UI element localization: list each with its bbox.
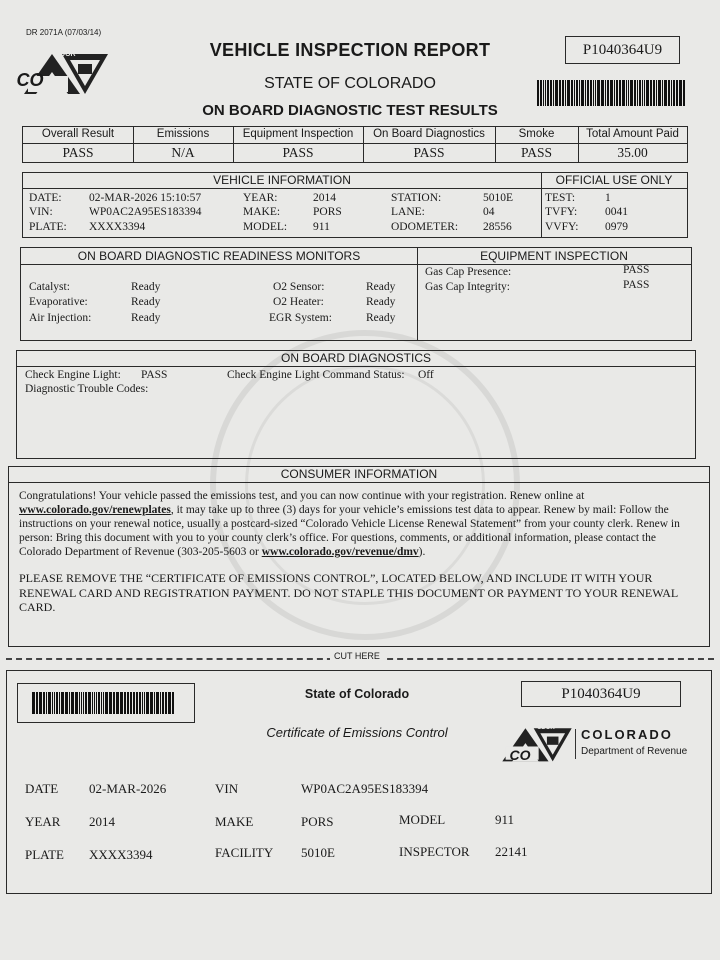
barcode-bar (662, 80, 663, 106)
barcode-bar (59, 692, 60, 714)
barcode-bar (579, 80, 580, 106)
cert-make-label: MAKE (215, 814, 254, 829)
barcode-bar (48, 692, 51, 714)
report-number: P1040364U9 (582, 42, 663, 58)
barcode-bar (101, 692, 102, 714)
monitor-label-catalyst: Catalyst: (29, 281, 70, 293)
barcode-bar (165, 692, 167, 714)
monitor-label-evaporative: Evaporative: (29, 296, 88, 308)
state-title: STATE OF COLORADO (264, 75, 436, 92)
barcode-bar (673, 80, 675, 106)
cert-model-value: 911 (495, 812, 515, 827)
vehicle-info-header: VEHICLE INFORMATION (23, 173, 542, 189)
cert-model-label: MODEL (399, 812, 446, 827)
barcode-bar (162, 692, 164, 714)
certificate-barcode-box (17, 683, 195, 723)
certificate-barcode (32, 692, 175, 714)
remove-certificate-notice: PLEASE REMOVE THE “CERTIFICATE OF EMISSIONS CONTROL”, LOCATED BELOW, AND INCLUDE IT WITH YOUR RENEWAL CARD AND REGISTRATION PAYMENT. DO NOT STAPLE THIS DOCUMENT OR PAYMENT TO YOUR RENEWAL CARD. (19, 571, 678, 614)
barcode-bar (46, 692, 47, 714)
report-subtitle: ON BOARD DIAGNOSTIC TEST RESULTS (202, 102, 498, 119)
barcode-bar (130, 692, 132, 714)
cert-date-value: 02-MAR-2026 (89, 781, 167, 796)
gas-cap-presence-label: Gas Cap Presence: (425, 266, 512, 278)
barcode-bar (543, 80, 544, 106)
barcode-bar (639, 80, 641, 106)
barcode-bar (154, 692, 155, 714)
barcode-bar (540, 80, 542, 106)
date-value: 02-MAR-2026 15:10:57 (89, 192, 202, 204)
plate-value: XXXX3394 (89, 221, 146, 233)
monitor-value-air-injection: Ready (131, 312, 161, 324)
revenue-dmv-link[interactable]: www.colorado.gov/revenue/dmv (261, 546, 419, 558)
report-barcode (537, 80, 686, 106)
cert-vin-value: WP0AC2A95ES183394 (301, 781, 429, 796)
certificate-number: P1040364U9 (561, 686, 641, 702)
barcode-bar (39, 692, 42, 714)
barcode-bar (671, 80, 672, 106)
barcode-bar (574, 80, 575, 106)
barcode-bar (56, 692, 58, 714)
date-label: DATE: (29, 192, 62, 204)
form-id: DR 2071A (07/03/14) (26, 28, 102, 37)
monitor-label-o2-heater: O2 Heater: (273, 296, 324, 308)
barcode-bar (124, 692, 126, 714)
on-board-diagnostics-header: On Board Diagnostics (373, 128, 485, 140)
logo-co-text: CO (16, 70, 44, 90)
barcode-bar (605, 80, 606, 106)
consumer-text-1: Congratulations! Your vehicle passed the emissions test, and you can now continue with your registration. Renew online at (19, 490, 585, 502)
barcode-bar (628, 80, 629, 106)
barcode-bar (676, 80, 678, 106)
barcode-bar (150, 692, 153, 714)
barcode-bar (637, 80, 638, 106)
barcode-bar (622, 80, 625, 106)
barcode-bar (590, 80, 592, 106)
station-value: 5010E (483, 192, 514, 204)
overall-result-value: PASS (62, 145, 94, 160)
cert-plate-label: PLATE (25, 847, 64, 862)
cel-label: Check Engine Light: (25, 369, 121, 381)
report-title: VEHICLE INSPECTION REPORT (209, 40, 491, 60)
dtc-label: Diagnostic Trouble Codes: (25, 383, 149, 395)
barcode-bar (36, 692, 38, 714)
barcode-bar (172, 692, 174, 714)
cert-make-value: PORS (301, 814, 334, 829)
vvfy-label: VVFY: (545, 221, 579, 233)
cel-command-label: Check Engine Light Command Status: (227, 369, 405, 381)
certificate-state: State of Colorado (304, 687, 410, 701)
barcode-bar (54, 692, 55, 714)
barcode-bar (136, 692, 138, 714)
test-label: TEST: (545, 192, 576, 204)
tvfy-value: 0041 (605, 206, 628, 218)
barcode-bar (127, 692, 129, 714)
barcode-bar (32, 692, 35, 714)
barcode-bar (553, 80, 554, 106)
barcode-bar (81, 692, 82, 714)
monitors-section (20, 247, 692, 341)
station-label: STATION: (391, 192, 442, 204)
cert-facility-label: FACILITY (215, 845, 274, 860)
barcode-bar (120, 692, 123, 714)
monitor-value-o2-heater: Ready (366, 296, 396, 308)
barcode-bar (614, 80, 615, 106)
barcode-bar (43, 692, 45, 714)
equipment-header: EQUIPMENT INSPECTION (417, 248, 691, 265)
official-use-header: OFFICIAL USE ONLY (541, 173, 687, 189)
gas-cap-presence-value: PASS (623, 264, 650, 276)
emissions-header: Emissions (156, 128, 210, 140)
barcode-bar (644, 80, 645, 106)
consumer-text-3: ). (418, 546, 426, 558)
barcode-bar (113, 692, 115, 714)
obd-section (16, 350, 696, 459)
barcode-bar (619, 80, 621, 106)
barcode-bar (52, 692, 53, 714)
emissions-certificate (6, 670, 712, 894)
barcode-bar (83, 692, 84, 714)
cert-inspector-label: INSPECTOR (399, 844, 470, 859)
barcode-bar (610, 80, 613, 106)
vin-value: WP0AC2A95ES183394 (89, 206, 202, 218)
barcode-bar (71, 692, 74, 714)
total-amount-paid-header: Total Amount Paid (586, 128, 679, 140)
cert-year-label: YEAR (25, 814, 61, 829)
cert-inspector-value: 22141 (495, 844, 528, 859)
barcode-bar (683, 80, 685, 106)
monitor-value-evaporative: Ready (131, 296, 161, 308)
barcode-bar (547, 80, 549, 106)
barcode-bar (85, 692, 87, 714)
barcode-bar (576, 80, 578, 106)
total-amount-paid-value: 35.00 (617, 145, 648, 160)
cert-date-label: DATE (25, 781, 59, 796)
barcode-bar (679, 80, 682, 106)
barcode-bar (142, 692, 143, 714)
barcode-bar (69, 692, 70, 714)
smoke-header: Smoke (518, 128, 555, 140)
barcode-bar (642, 80, 643, 106)
equipment-inspection-header: Equipment Inspection (242, 128, 354, 140)
vin-label: VIN: (29, 206, 53, 218)
barcode-bar (585, 80, 586, 106)
overall-result-header: Overall Result (41, 128, 115, 140)
barcode-bar (168, 692, 171, 714)
certificate-title: Certificate of Emissions Control (266, 725, 448, 740)
vehicle-info-section (22, 172, 688, 238)
renewplates-link[interactable]: www.colorado.gov/renewplates (19, 504, 171, 516)
model-label: MODEL: (243, 221, 288, 233)
barcode-bar (571, 80, 573, 106)
model-value: 911 (313, 221, 330, 233)
tvfy-label: TVFY: (545, 206, 578, 218)
year-value: 2014 (313, 192, 336, 204)
barcode-bar (653, 80, 655, 106)
barcode-bar (160, 692, 161, 714)
odometer-label: ODOMETER: (391, 221, 459, 233)
barcode-bar (658, 80, 661, 106)
barcode-bar (607, 80, 609, 106)
lane-value: 04 (483, 206, 495, 218)
cel-command-value: Off (418, 369, 434, 381)
make-label: MAKE: (243, 206, 281, 218)
certificate-number-box (521, 681, 681, 707)
year-label: YEAR: (243, 192, 278, 204)
barcode-bar (664, 80, 667, 106)
cert-plate-value: XXXX3394 (89, 847, 153, 862)
make-value: PORS (313, 206, 342, 218)
barcode-bar (656, 80, 657, 106)
barcode-bar (593, 80, 594, 106)
barcode-bar (144, 692, 145, 714)
consumer-info-header: CONSUMER INFORMATION (9, 467, 709, 483)
barcode-bar (555, 80, 558, 106)
monitor-value-catalyst: Ready (131, 281, 161, 293)
plate-label: PLATE: (29, 221, 67, 233)
monitor-label-o2-sensor: O2 Sensor: (273, 281, 325, 293)
barcode-bar (565, 80, 566, 106)
cel-value: PASS (141, 369, 168, 381)
barcode-bar (595, 80, 596, 106)
barcode-bar (65, 692, 68, 714)
test-value: 1 (605, 192, 611, 204)
gas-cap-integrity-value: PASS (623, 279, 650, 291)
monitor-label-air-injection: Air Injection: (29, 312, 92, 324)
monitor-value-egr: Ready (366, 312, 396, 324)
barcode-bar (79, 692, 80, 714)
consumer-info-section (8, 466, 710, 647)
barcode-bar (567, 80, 570, 106)
barcode-bar (601, 80, 604, 106)
barcode-bar (96, 692, 97, 714)
barcode-bar (103, 692, 104, 714)
barcode-bar (139, 692, 141, 714)
barcode-bar (75, 692, 78, 714)
barcode-bar (146, 692, 149, 714)
obd-header: ON BOARD DIAGNOSTICS (17, 351, 695, 367)
cert-year-value: 2014 (89, 814, 115, 829)
barcode-bar (61, 692, 64, 714)
barcode-bar (156, 692, 159, 714)
barcode-bar (646, 80, 649, 106)
barcode-bar (116, 692, 119, 714)
barcode-bar (98, 692, 100, 714)
barcode-bar (109, 692, 112, 714)
barcode-bar (105, 692, 108, 714)
barcode-bar (626, 80, 627, 106)
report-number-box (565, 36, 680, 64)
barcode-bar (92, 692, 93, 714)
barcode-bar (581, 80, 584, 106)
smoke-value: PASS (520, 145, 553, 160)
barcode-bar (537, 80, 539, 106)
barcode-bar (634, 80, 636, 106)
emissions-value: N/A (171, 145, 195, 160)
lane-label: LANE: (391, 206, 425, 218)
certificate-dept: Department of Revenue (581, 746, 688, 757)
barcode-bar (668, 80, 670, 106)
consumer-paragraph (19, 489, 699, 559)
certificate-logo-cdor: CDOR (537, 725, 555, 731)
logo-cdor-text: CDOR (55, 51, 76, 58)
monitors-header: ON BOARD DIAGNOSTIC READINESS MONITORS (21, 248, 418, 265)
cert-vin-label: VIN (215, 781, 239, 796)
vvfy-value: 0979 (605, 221, 628, 233)
certificate-brand: COLORADO (581, 727, 673, 742)
on-board-diagnostics-value: PASS (413, 145, 445, 160)
equipment-inspection-value: PASS (282, 145, 314, 160)
summary-table (22, 126, 688, 163)
barcode-bar (562, 80, 564, 106)
monitor-label-egr: EGR System: (269, 312, 332, 324)
barcode-bar (94, 692, 95, 714)
barcode-bar (630, 80, 633, 106)
gas-cap-integrity-label: Gas Cap Integrity: (425, 281, 510, 293)
monitor-value-o2-sensor: Ready (366, 281, 396, 293)
odometer-value: 28556 (483, 221, 512, 233)
cut-here-label: CUT HERE (330, 651, 384, 661)
barcode-bar (545, 80, 546, 106)
barcode-bar (550, 80, 552, 106)
barcode-bar (587, 80, 589, 106)
barcode-bar (597, 80, 600, 106)
cert-facility-value: 5010E (301, 845, 335, 860)
barcode-bar (88, 692, 91, 714)
barcode-bar (133, 692, 135, 714)
barcode-bar (616, 80, 618, 106)
barcode-bar (559, 80, 561, 106)
certificate-logo-co: CO (509, 747, 531, 763)
barcode-bar (650, 80, 652, 106)
consumer-text-2: , it may take up to three (3) days for your vehicle’s emissions test data to appear. Renew by mail: Follow the instructions on your renewal notice, usually a postcard-sized “Colorado Vehicle License Renewal Statement” from your county clerk. Renew in person: Bring this document with you to your county clerk’s office. For questions, comments, or additional information, please contact the Colorado Department of Revenue (303-205-5603 or (19, 504, 680, 558)
